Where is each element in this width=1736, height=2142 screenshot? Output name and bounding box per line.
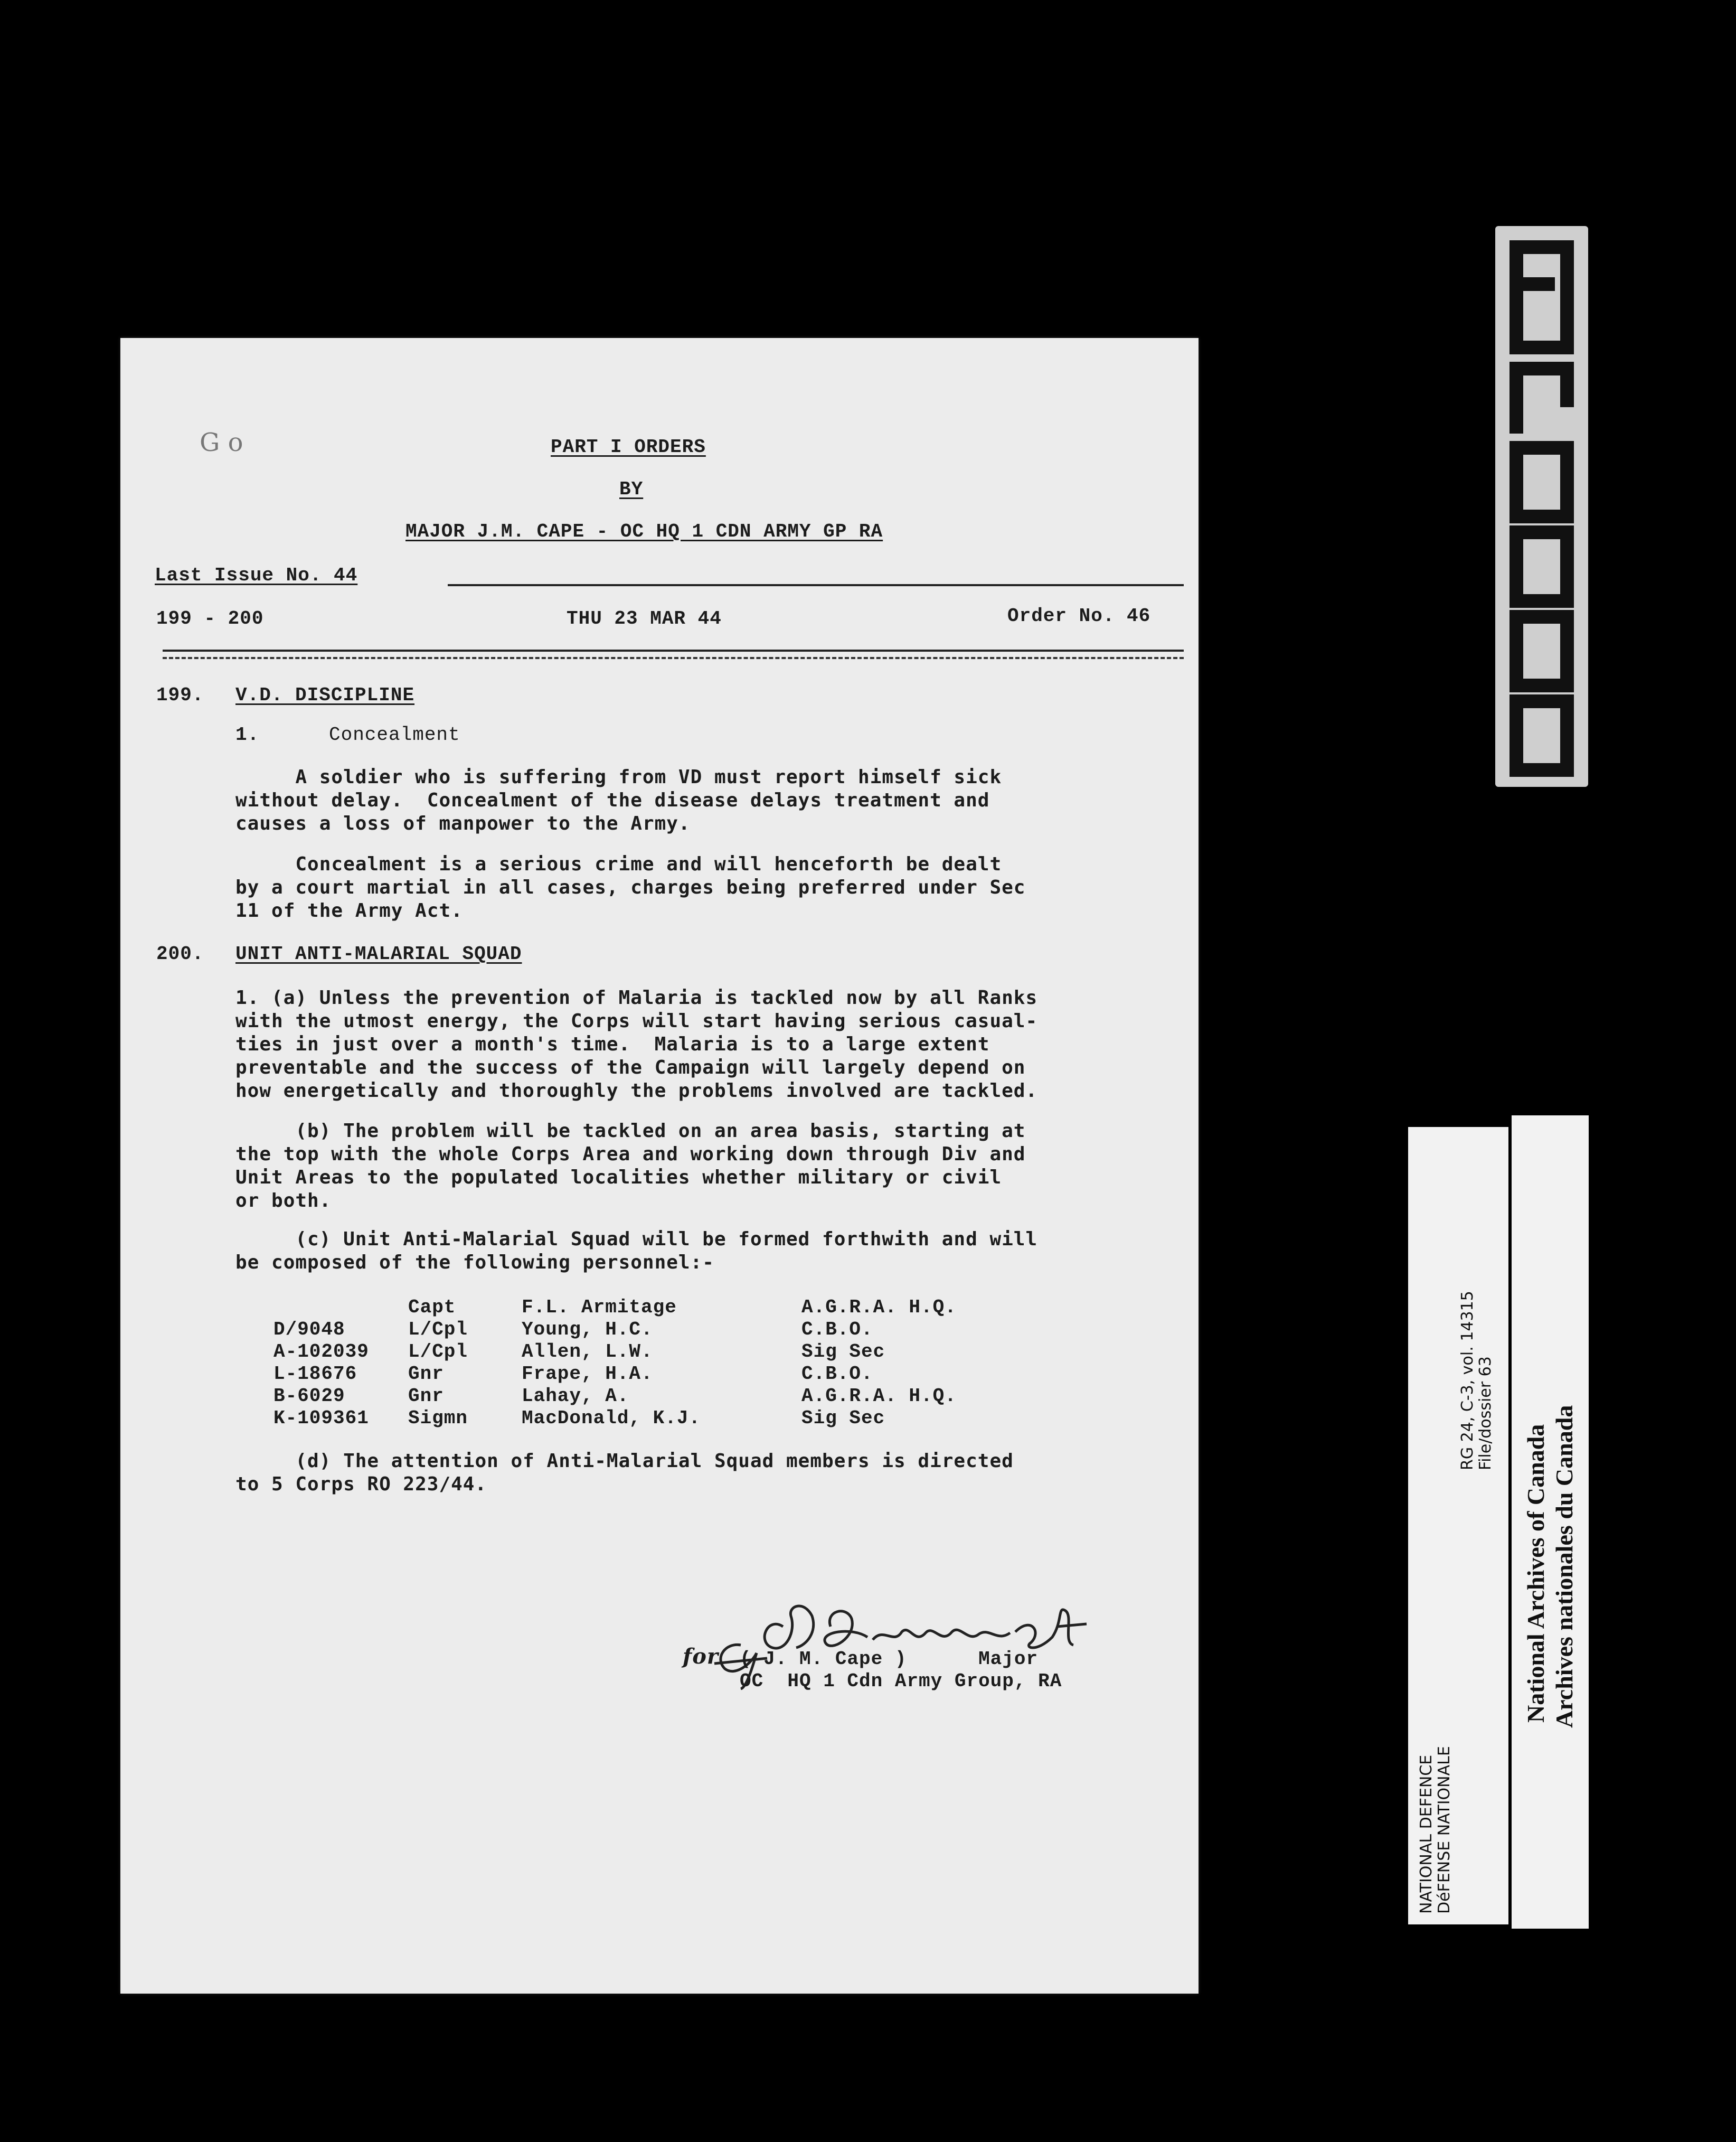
digit-0 [1516, 617, 1567, 685]
signature-for: for [683, 1644, 719, 1669]
signature-block [683, 1595, 1095, 1692]
frame-number-strip [1495, 226, 1588, 787]
digit-4 [1516, 369, 1567, 427]
digit-0 [1516, 532, 1567, 601]
service-number: K-109361 [273, 1407, 369, 1429]
frame-number-text [1495, 226, 1496, 227]
rank: Gnr [408, 1363, 444, 1385]
header-rule-dashed [163, 657, 1184, 659]
na-line-2: Archives nationales du Canada [1551, 1405, 1578, 1728]
rank: Sigmn [408, 1407, 468, 1429]
national-defence-label [1408, 1127, 1508, 1924]
signature-name: ( J. M. Cape ) Major [740, 1648, 1039, 1670]
rank: L/Cpl [408, 1341, 468, 1363]
rank: L/Cpl [408, 1319, 468, 1340]
ref-line-1: RG 24, C-3, vol. 14315 [1458, 1291, 1477, 1470]
order-number: Order No. 46 [1007, 605, 1151, 627]
officer-line: MAJOR J.M. CAPE - OC HQ 1 CDN ARMY GP RA [405, 521, 883, 542]
unit: Sig Sec [801, 1341, 885, 1363]
section-199-sub-number: 1. [235, 724, 260, 746]
last-issue: Last Issue No. 44 [155, 565, 358, 586]
section-200-paragraph-d: (d) The attention of Anti-Malarial Squad members is directed to 5 Corps RO 223/44. [235, 1450, 1014, 1495]
rank: Capt [408, 1297, 456, 1318]
service-number: B-6029 [273, 1385, 345, 1407]
section-200-paragraph-c: (c) Unit Anti-Malarial Squad will be formed forthwith and will be composed of the following personnel:- [235, 1228, 1038, 1273]
section-199-number: 199. [156, 684, 204, 706]
digit-0 [1516, 448, 1567, 516]
page-title: PART I ORDERS [551, 436, 706, 458]
section-199-paragraph-1: A soldier who is suffering from VD must report himself sick without delay. Concealment of the disease delays treatment and causes a loss of manpower to the Army. [235, 766, 1002, 834]
signature-title: OC HQ 1 Cdn Army Group, RA [740, 1670, 1062, 1692]
section-200-paragraph-a: 1. (a) Unless the prevention of Malaria is tackled now by all Ranks with the utmost energy, the Corps will start having serious casual- ties in just over a month's time. Malaria is to a large extent preventable and the success of the Campaign will largely depend on how energetically and thoroughly the problems involved are tackled. [235, 987, 1038, 1102]
unit: A.G.R.A. H.Q. [801, 1297, 957, 1318]
unit: Sig Sec [801, 1407, 885, 1429]
unit: C.B.O. [801, 1319, 873, 1340]
section-200-paragraph-b: (b) The problem will be tackled on an area basis, starting at the top with the whole Corps Area and working down through Div and Unit Areas to the populated localities whether military or civil or both. [235, 1120, 1026, 1211]
nd-line-1: NATIONAL DEFENCE [1417, 1754, 1436, 1914]
unit: C.B.O. [801, 1363, 873, 1385]
person-name: Frape, H.A. [522, 1363, 653, 1385]
personnel-table [273, 1297, 960, 1439]
order-range: 199 - 200 [156, 608, 264, 630]
section-200-title: UNIT ANTI-MALARIAL SQUAD [235, 943, 522, 965]
person-name: F.L. Armitage [522, 1297, 677, 1318]
order-date: THU 23 MAR 44 [567, 608, 722, 630]
section-200-number: 200. [156, 943, 204, 965]
margin-note: G o [200, 428, 243, 457]
section-199-paragraph-2: Concealment is a serious crime and will henceforth be dealt by a court martial in all cases, charges being preferred under Sec 11 of the Army Act. [235, 853, 1026, 922]
person-name: MacDonald, K.J. [522, 1407, 701, 1429]
na-line-1: National Archives of Canada [1522, 1424, 1549, 1723]
digit-0 [1516, 701, 1567, 770]
header-rule-bottom [163, 650, 1184, 652]
person-name: Young, H.C. [522, 1319, 653, 1340]
ref-line-2: File/dossier 63 [1476, 1356, 1495, 1470]
section-199-title: V.D. DISCIPLINE [235, 684, 415, 706]
service-number: A-102039 [273, 1341, 369, 1363]
person-name: Lahay, A. [522, 1385, 629, 1407]
nd-line-2: DéFENSE NATIONALE [1435, 1746, 1454, 1914]
header-rule-top [448, 584, 1184, 586]
frame-number-digits [1495, 226, 1588, 787]
person-name: Allen, L.W. [522, 1341, 653, 1363]
by-line: BY [619, 478, 644, 500]
unit: A.G.R.A. H.Q. [801, 1385, 957, 1407]
service-number: L-18676 [273, 1363, 357, 1385]
digit-9 [1516, 247, 1567, 347]
national-archives-label [1512, 1115, 1589, 1929]
section-199-sub-title: Concealment [329, 724, 460, 746]
document-page [120, 338, 1199, 1994]
service-number: D/9048 [273, 1319, 345, 1340]
rank: Gnr [408, 1385, 444, 1407]
